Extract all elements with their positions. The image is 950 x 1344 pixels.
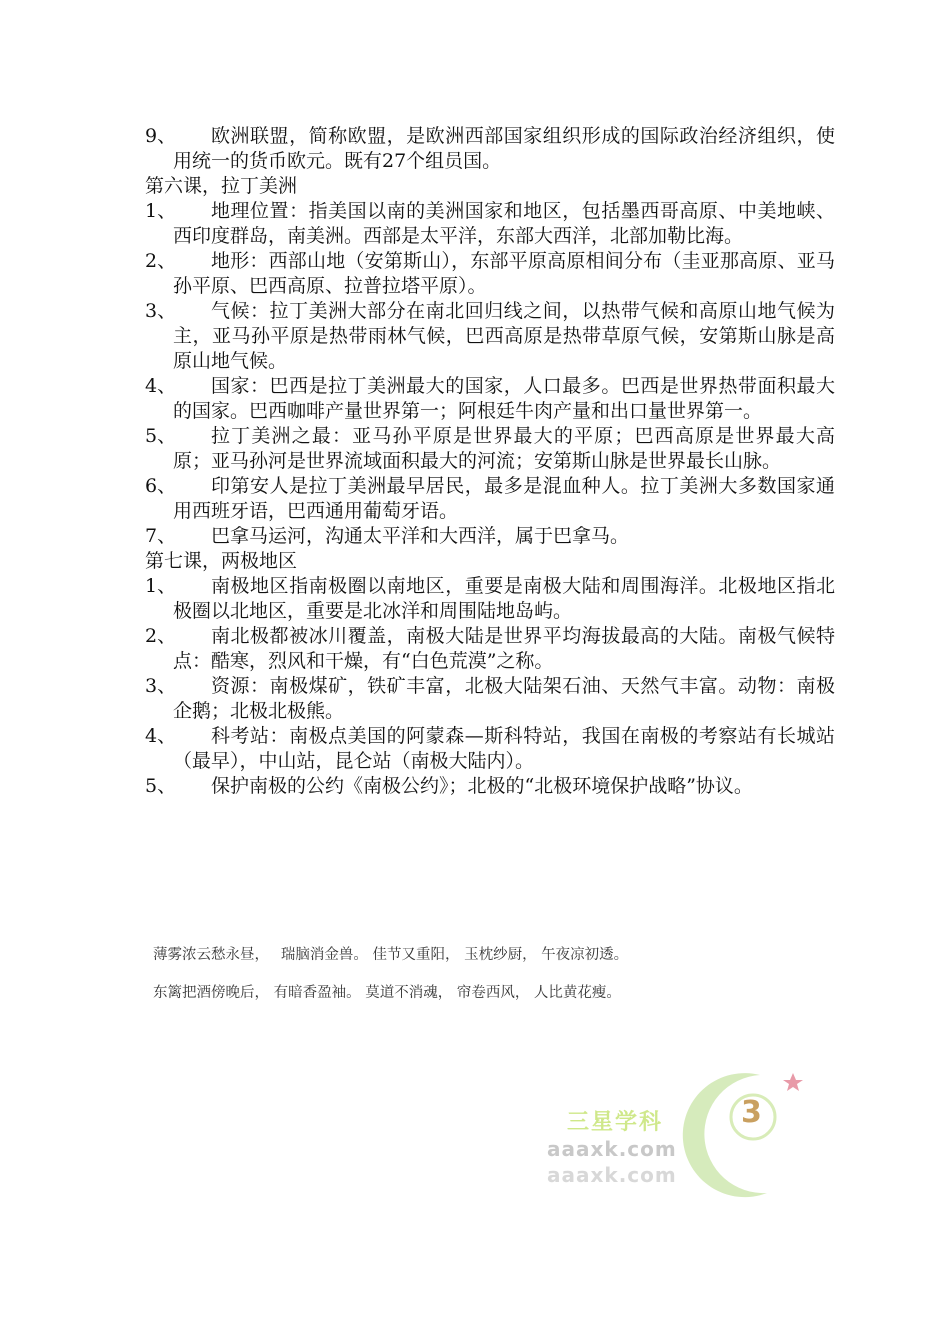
logo-number: 3 xyxy=(741,1095,762,1130)
list-item xyxy=(145,624,835,674)
list-item-number: 5、 xyxy=(145,775,177,797)
list-item-number: 5、 xyxy=(145,425,177,447)
list-item-number: 4、 xyxy=(145,725,177,747)
list-item-text: 保护南极的公约《南极公约》；北极的“北极环境保护战略”协议。 xyxy=(211,775,753,797)
list-item xyxy=(145,249,835,299)
logo-url: aaaxk.com xyxy=(547,1137,677,1161)
list-item-text: 气候：拉丁美洲大部分在南北回归线之间，以热带气候和高原山地气候为主，亚马孙平原是热带雨林气候，巴西高原是热带草原气候，安第斯山脉是高原山地气候。 xyxy=(173,300,835,372)
logo-url-reflection: aaaxk.com xyxy=(547,1163,677,1187)
list-item-text: 国家：巴西是拉丁美洲最大的国家，人口最多。巴西是世界热带面积最大的国家。巴西咖啡产量世界第一；阿根廷牛肉产量和出口量世界第一。 xyxy=(173,375,835,422)
section-heading-6: 第六课，拉丁美洲 xyxy=(145,175,298,197)
section-7-items xyxy=(145,574,835,799)
list-item xyxy=(145,674,835,724)
list-item-number: 7、 xyxy=(145,525,177,547)
list-item-number: 1、 xyxy=(145,575,177,597)
list-item-number: 2、 xyxy=(145,250,177,272)
list-item-number: 3、 xyxy=(145,300,177,322)
star-icon xyxy=(783,1073,803,1091)
list-item-number: 2、 xyxy=(145,625,177,647)
list-item-text: 地形：西部山地（安第斯山），东部平原高原相间分布（圭亚那高原、亚马孙平原、巴西高原、拉普拉塔平原）。 xyxy=(173,250,835,297)
list-item xyxy=(145,474,835,524)
top-items xyxy=(145,124,835,174)
list-item xyxy=(145,524,835,549)
list-item-text: 资源：南极煤矿，铁矿丰富，北极大陆架石油、天然气丰富。动物：南极企鹅；北极北极熊。 xyxy=(173,675,835,722)
section-6-items xyxy=(145,199,835,549)
list-item-number: 3、 xyxy=(145,675,177,697)
list-item-text: 地理位置：指美国以南的美洲国家和地区，包括墨西哥高原、中美地峡、西印度群岛，南美洲。西部是太平洋，东部大西洋，北部加勒比海。 xyxy=(173,200,835,247)
list-item xyxy=(145,374,835,424)
list-item-number: 9、 xyxy=(145,125,177,147)
list-item xyxy=(145,774,835,799)
list-item-number: 1、 xyxy=(145,200,177,222)
list-item xyxy=(145,724,835,774)
document-body xyxy=(145,124,835,799)
list-item xyxy=(145,574,835,624)
watermark-logo xyxy=(545,1065,805,1200)
list-item-text: 科考站：南极点美国的阿蒙森—斯科特站，我国在南极的考察站有长城站（最早），中山站，昆仑站（南极大陆内）。 xyxy=(173,725,835,772)
list-item-text: 拉丁美洲之最：亚马孙平原是世界最大的平原；巴西高原是世界最大高原；亚马孙河是世界流域面积最大的河流；安第斯山脉是世界最长山脉。 xyxy=(173,425,835,472)
list-item-number: 6、 xyxy=(145,475,177,497)
list-item-text: 印第安人是拉丁美洲最早居民，最多是混血种人。拉丁美洲大多数国家通用西班牙语，巴西通用葡萄牙语。 xyxy=(173,475,835,522)
list-item-text: 巴拿马运河，沟通太平洋和大西洋，属于巴拿马。 xyxy=(211,525,630,547)
list-item-text: 欧洲联盟，简称欧盟，是欧洲西部国家组织形成的国际政治经济组织，使用统一的货币欧元。既有27个组员国。 xyxy=(173,125,835,172)
list-item xyxy=(145,299,835,374)
poem-line-2: 东篱把酒傍晚后， 有暗香盈袖。 莫道不消魂， 帘卷西风， 人比黄花瘦。 xyxy=(153,985,621,1001)
list-item xyxy=(145,424,835,474)
list-item xyxy=(145,124,835,174)
list-item-text: 南极地区指南极圈以南地区，重要是南极大陆和周围海洋。北极地区指北极圈以北地区，重要是北冰洋和周围陆地岛屿。 xyxy=(173,575,835,622)
list-item xyxy=(145,199,835,249)
logo-brand: 三星学科 xyxy=(567,1110,664,1135)
list-item-number: 4、 xyxy=(145,375,177,397)
poem-block xyxy=(153,946,628,1022)
list-item-text: 南北极都被冰川覆盖，南极大陆是世界平均海拔最高的大陆。南极气候特点：酷寒，烈风和干燥，有“白色荒漠”之称。 xyxy=(173,625,835,672)
poem-line-1: 薄雾浓云愁永昼， 瑞脑消金兽。 佳节又重阳， 玉枕纱厨， 午夜凉初透。 xyxy=(153,947,629,963)
section-heading-7: 第七课，两极地区 xyxy=(145,550,298,572)
